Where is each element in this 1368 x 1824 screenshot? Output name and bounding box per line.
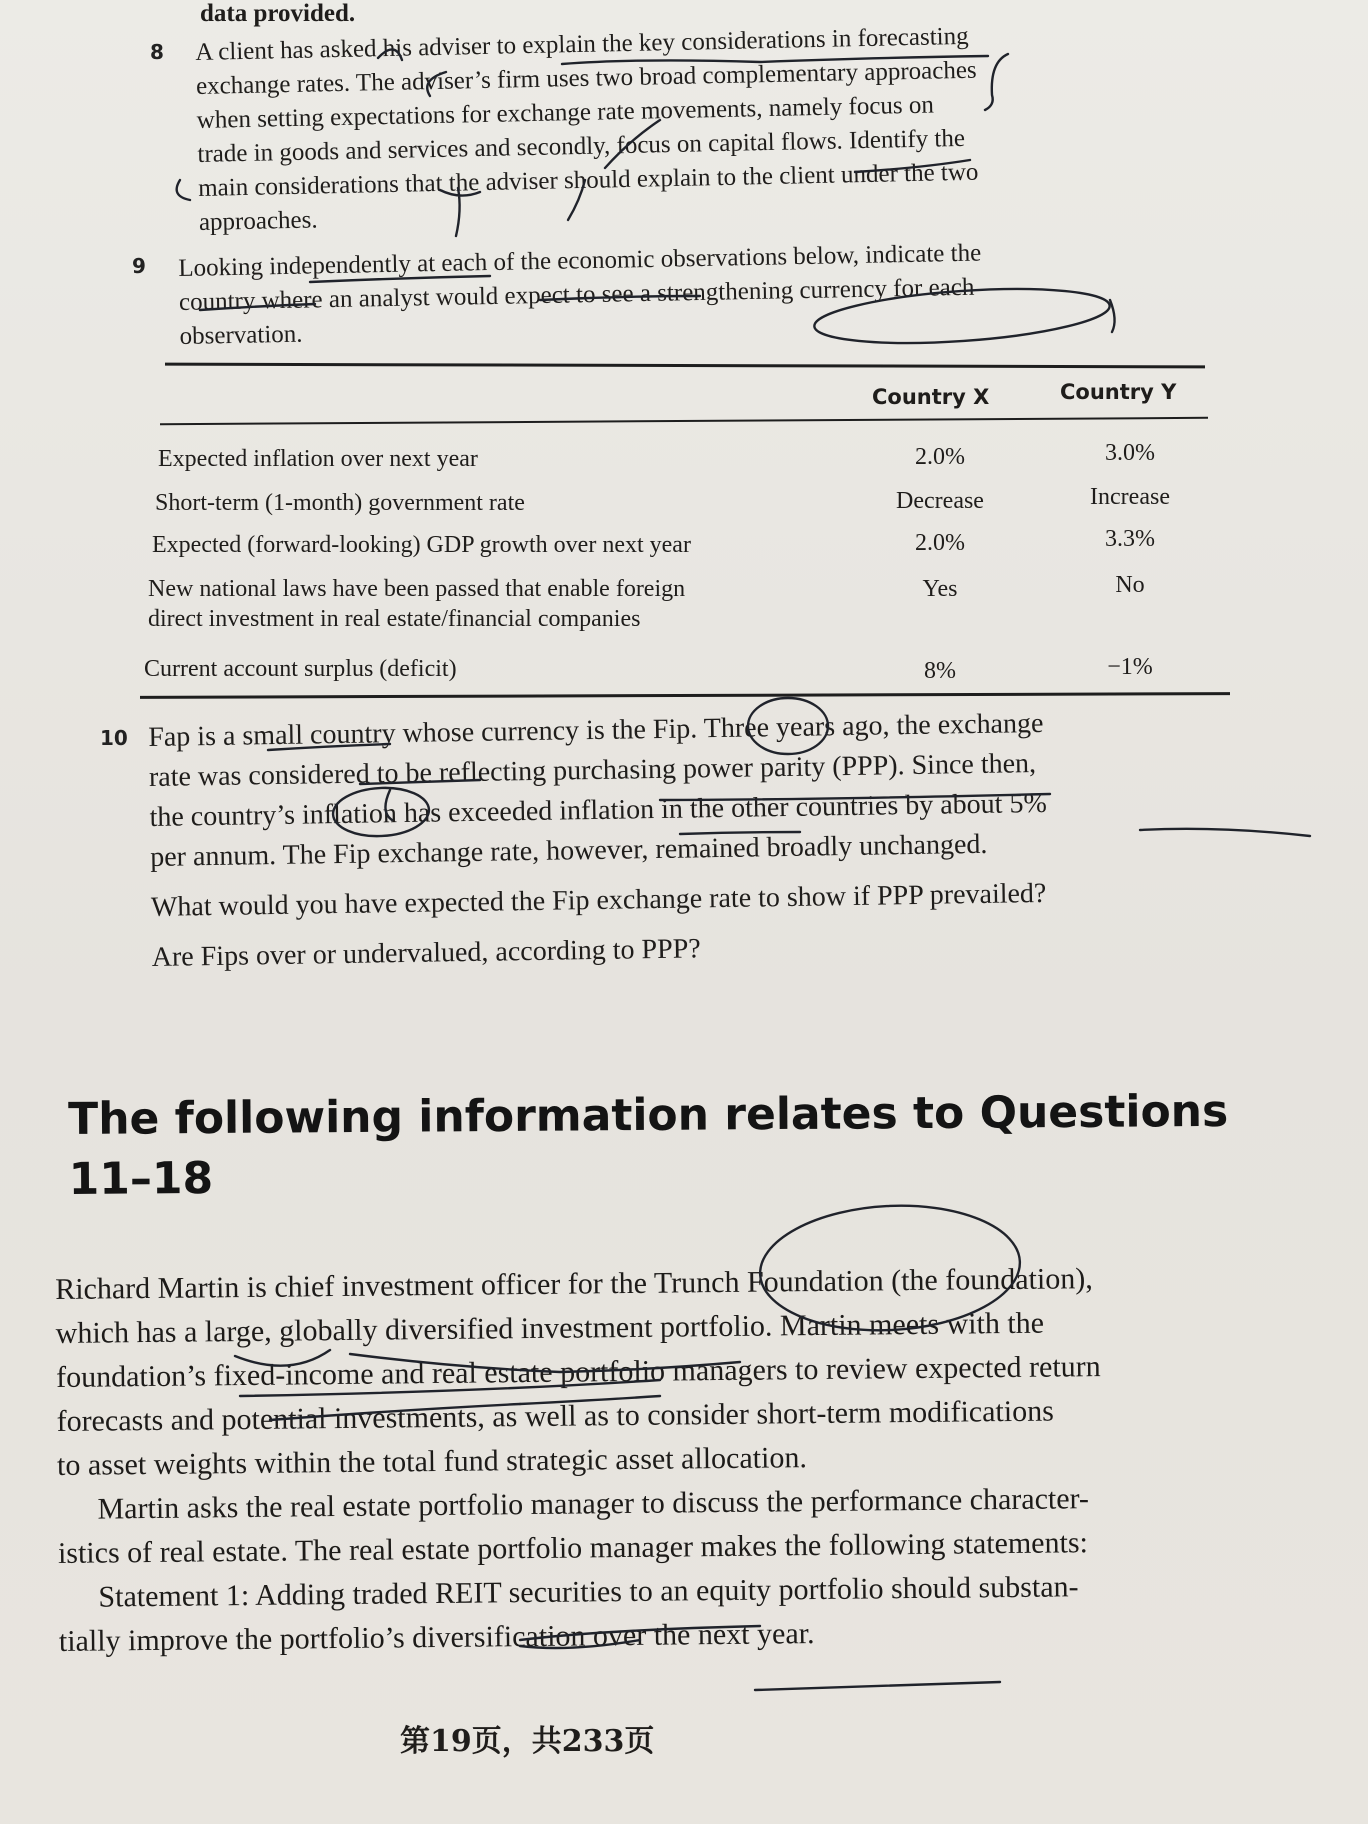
circle-mark: [813, 281, 1112, 352]
q8-line: when setting expectations for exchange rate movements, namely focus on: [196, 91, 935, 134]
table-row-label: Expected (forward-looking) GDP growth over next year: [152, 532, 691, 558]
table-cell-country-y: 3.0%: [1105, 440, 1155, 466]
table-row-label: Short-term (1-month) government rate: [155, 490, 525, 516]
previous-question-fragment: data provided.: [200, 0, 356, 27]
underline-mark: [855, 160, 970, 172]
q10-line: What would you have expected the Fip exchange rate to show if PPP prevailed?: [150, 877, 1047, 923]
passage-line: foundation’s fixed-income and real estate portfolio managers to review expected return: [55, 1350, 1101, 1394]
passage-line: tially improve the portfolio’s diversification over the next year.: [58, 1617, 815, 1658]
circle-mark: [757, 1199, 1023, 1336]
question-8-number: 8: [150, 40, 164, 64]
circle-mark: [332, 786, 430, 839]
q10-line: rate was considered to be reflecting purchasing power parity (PPP). Since then,: [148, 748, 1037, 793]
underline-mark: [755, 1682, 1000, 1690]
question-10-number: 10: [100, 726, 128, 750]
underline-mark: [240, 1380, 660, 1396]
q8-line: main considerations that the adviser should explain to the client under the two: [197, 158, 979, 202]
page-number-footer: 第19页，共233页: [400, 1724, 655, 1759]
underline-mark: [520, 1626, 760, 1640]
underline-mark: [268, 744, 390, 750]
q10-line: the country’s inflation has exceeded inflation in the other countries by about 5%: [149, 787, 1048, 833]
passage-line: istics of real estate. The real estate portfolio manager makes the following statements:: [57, 1526, 1089, 1570]
passage-line: Richard Martin is chief investment officer for the Trunch Foundation (the foundation),: [55, 1262, 1093, 1306]
table-cell-country-y: Increase: [1090, 484, 1170, 510]
q8-line: trade in goods and services and secondly, focus on capital flows. Identify the: [197, 124, 966, 168]
underline-mark: [310, 276, 490, 282]
table-cell-country-y: −1%: [1107, 654, 1153, 680]
column-header-country-x: Country X: [872, 385, 990, 409]
underline-mark: [562, 56, 988, 64]
q8-line: A client has asked his adviser to explain the key considerations in forecasting: [195, 22, 969, 66]
q10-line: Fap is a small country whose currency is the Fip. Three years ago, the exchange: [148, 707, 1044, 753]
q10-line: Are Fips over or undervalued, according to PPP?: [151, 933, 701, 973]
circle-mark: [748, 698, 828, 754]
table-row-label: Expected inflation over next year: [158, 446, 478, 472]
bracket-mark: [985, 54, 1008, 110]
passage-line: Statement 1: Adding traded REIT securities to an equity portfolio should substan-: [98, 1570, 1079, 1614]
passage-line: which has a large, globally diversified investment portfolio. Martin meets with the: [55, 1306, 1045, 1350]
table-row-label: New national laws have been passed that enable foreign direct investment in real estate/financial companies: [148, 576, 686, 632]
q10-line: per annum. The Fip exchange rate, however, remained broadly unchanged.: [149, 828, 988, 873]
q8-line: approaches.: [198, 206, 318, 236]
table-cell-country-x: 2.0%: [915, 444, 965, 470]
table-cell-country-x: 2.0%: [915, 530, 965, 556]
passage-line: Martin asks the real estate portfolio manager to discuss the performance character-: [97, 1482, 1090, 1526]
table-row-label: Current account surplus (deficit): [144, 656, 457, 682]
bracket-mark: [177, 180, 190, 200]
table-cell-country-x: Decrease: [896, 488, 984, 514]
q9-line: country where an analyst would expect to see a strengthening currency for each: [178, 273, 975, 316]
q8-line: exchange rates. The adviser’s firm uses two broad complementary approaches: [195, 56, 977, 100]
q9-line: observation.: [179, 320, 303, 350]
passage-line: to asset weights within the total fund strategic asset allocation.: [56, 1441, 808, 1482]
column-header-country-y: Country Y: [1060, 380, 1177, 404]
table-cell-country-y: No: [1115, 572, 1145, 598]
passage-line: forecasts and potential investments, as well as to consider short-term modifications: [56, 1394, 1054, 1438]
question-9-number: 9: [132, 254, 146, 278]
table-cell-country-x: Yes: [922, 576, 958, 602]
section-heading: The following information relates to Questions 11–18: [68, 1085, 1229, 1205]
table-cell-country-x: 8%: [924, 658, 956, 684]
table-cell-country-y: 3.3%: [1105, 526, 1155, 552]
q9-line: Looking independently at each of the economic observations below, indicate the: [178, 239, 982, 282]
